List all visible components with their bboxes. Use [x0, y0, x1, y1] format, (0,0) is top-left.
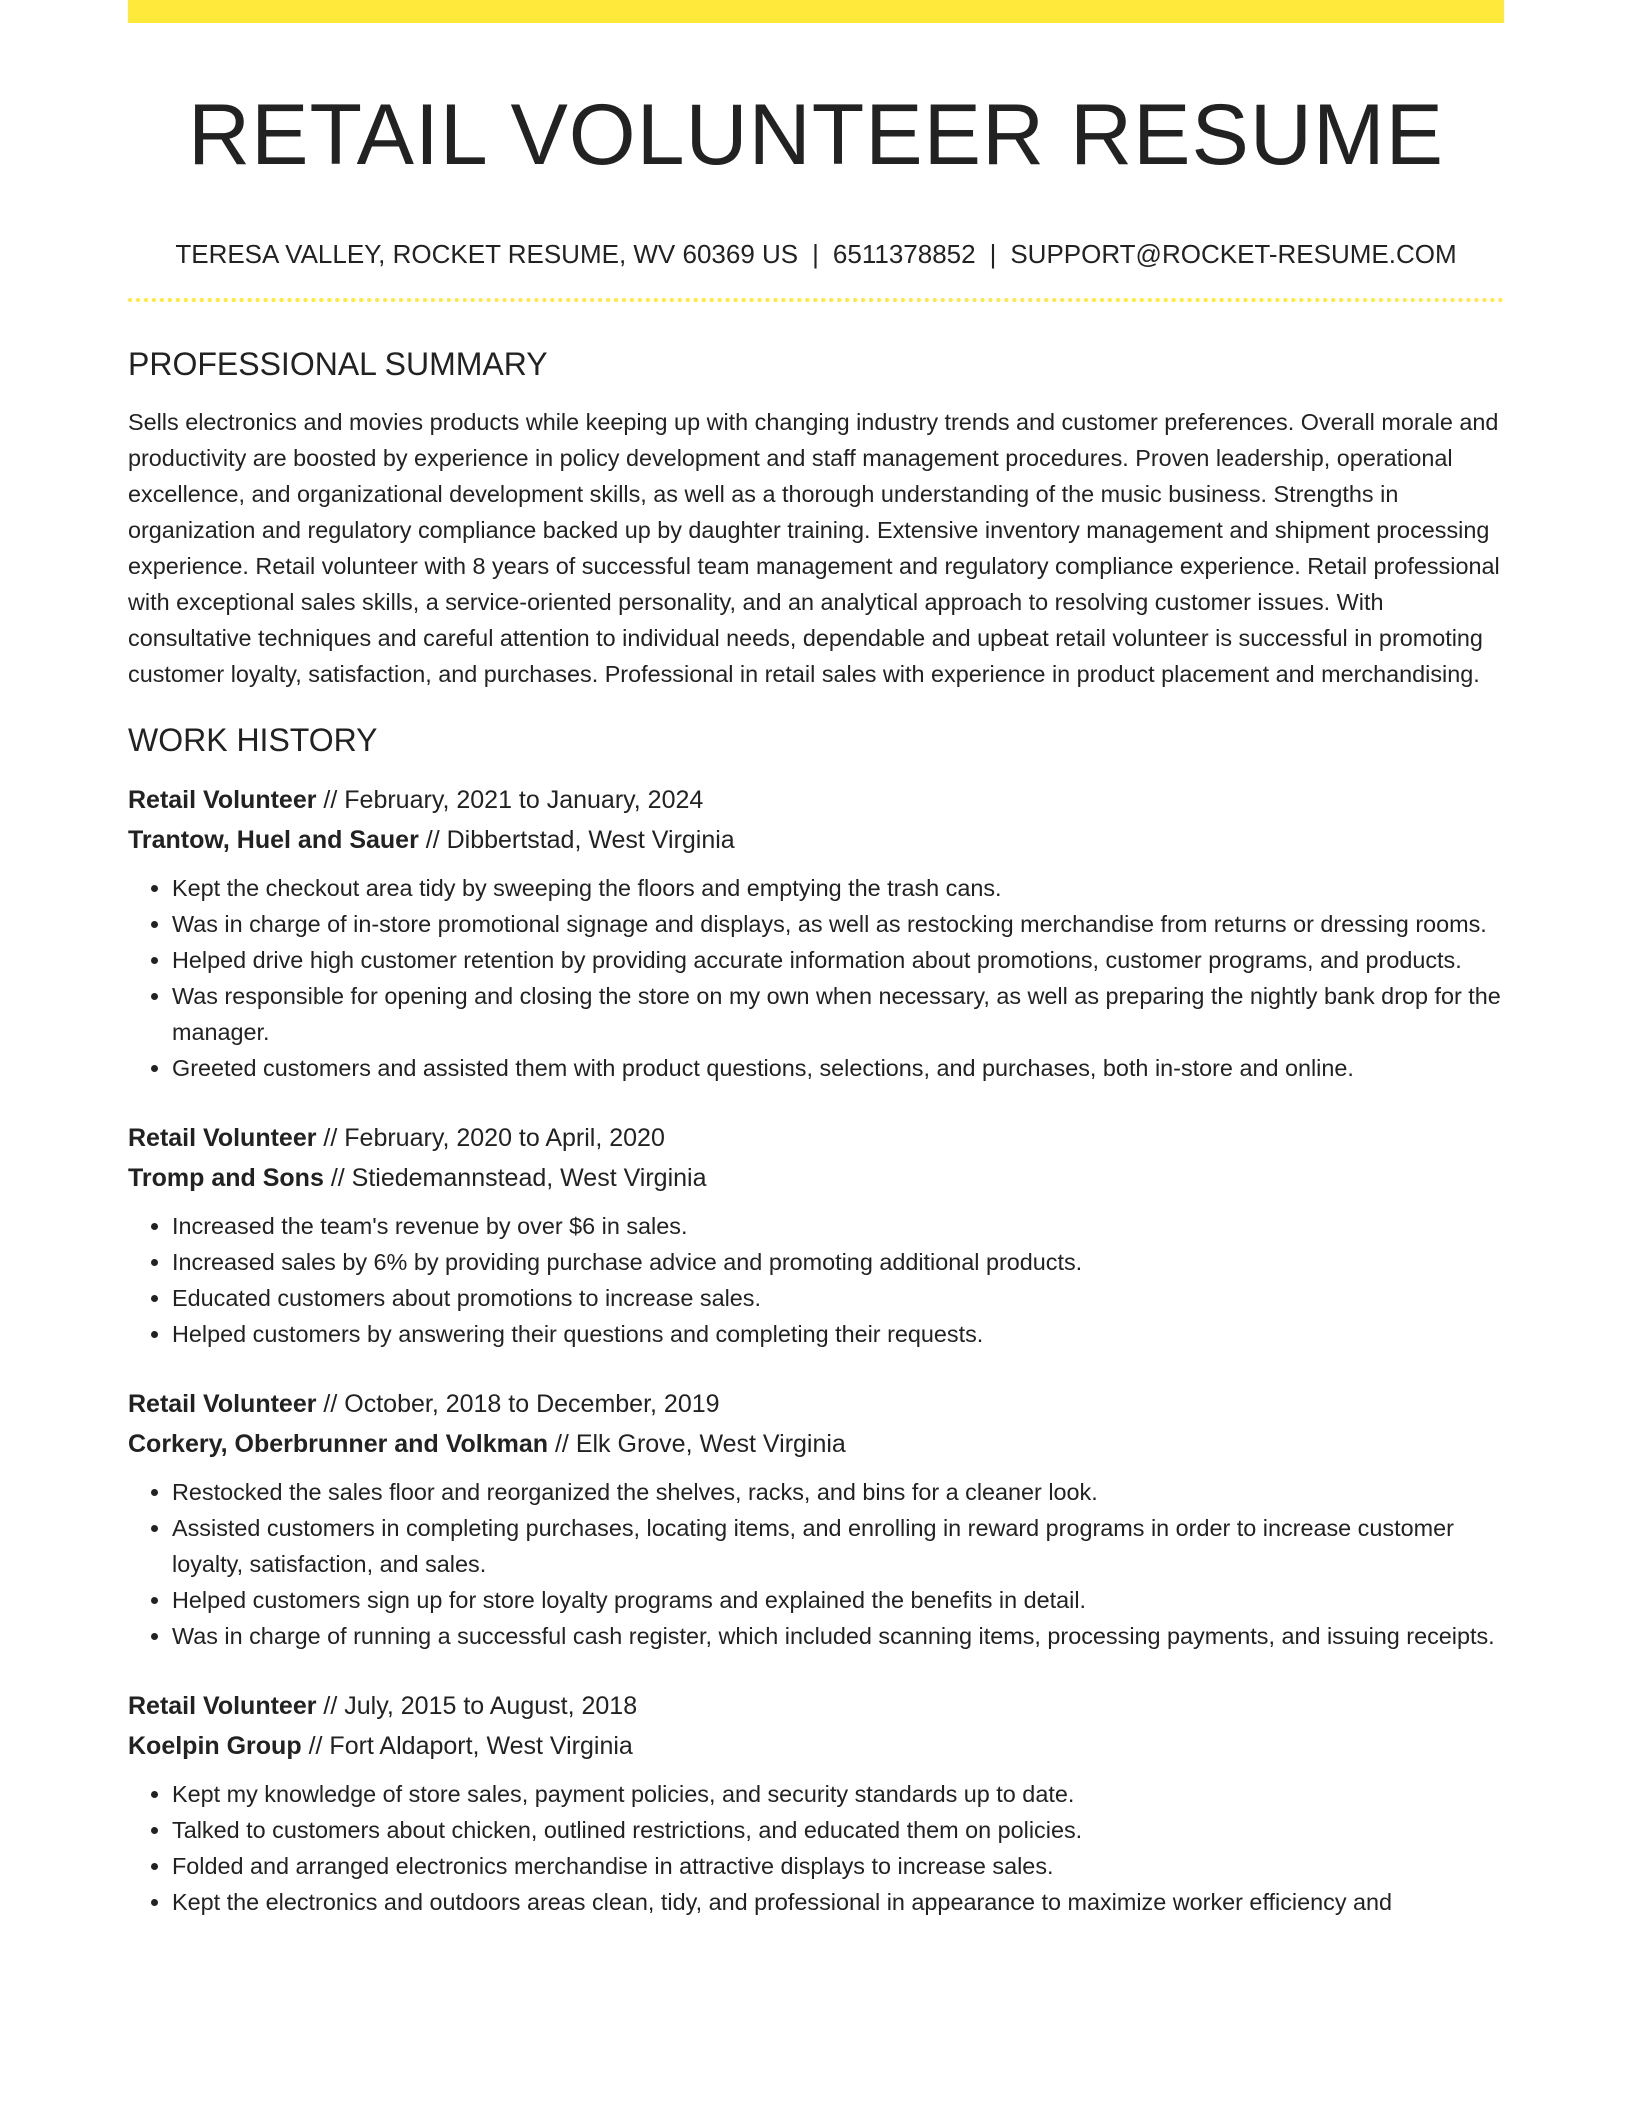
job-bullets: [128, 1208, 1504, 1352]
summary-text: Sells electronics and movies products while keeping up with changing industry trends and customer preferences. Overall morale and productivity are boosted by experience in policy development and staff management procedures. Proven leadership, operational excellence, and organizational development skills, as well as a thorough understanding of the music business. Strengths in organization and regulatory compliance backed up by daughter training. Extensive inventory management and shipment processing experience. Retail volunteer with 8 years of successful team management and regulatory compliance experience. Retail professional with exceptional sales skills, a service-oriented personality, and an analytical approach to resolving customer issues. With consultative techniques and careful attention to individual needs, dependable and upbeat retail volunteer is successful in promoting customer loyalty, satisfaction, and purchases. Professional in retail sales with experience in product placement and merchandising.: [128, 409, 1500, 687]
job-entry: [128, 1686, 1504, 1920]
job-title-line: [128, 780, 1504, 820]
job-bullet: • Educated customers about promotions to increase sales.: [172, 1280, 1504, 1316]
job-bullet: • Greeted customers and assisted them with product questions, selections, and purchases, both in-store and online.: [172, 1050, 1504, 1086]
job-title: Retail Volunteer: [128, 1390, 317, 1418]
job-bullets: [128, 870, 1504, 1086]
job-divider: //: [323, 1124, 338, 1152]
job-location: Dibbertstad, West Virginia: [446, 826, 735, 854]
job-bullet: • Restocked the sales floor and reorganized the shelves, racks, and bins for a cleaner look.: [172, 1474, 1504, 1510]
top-accent-bar: [128, 0, 1504, 23]
job-bullet: • Assisted customers in completing purchases, locating items, and enrolling in reward programs in order to increase customer loyalty, satisfaction, and sales.: [172, 1510, 1504, 1582]
job-bullet: • Was in charge of in-store promotional signage and displays, as well as restocking merchandise from returns or dressing rooms.: [172, 906, 1504, 942]
job-location: Fort Aldaport, West Virginia: [329, 1732, 633, 1760]
job-company-line: [128, 1726, 1504, 1766]
job-title-line: [128, 1686, 1504, 1726]
contact-address: TERESA VALLEY, ROCKET RESUME, WV 60369 US: [175, 239, 799, 269]
job-bullet: • Increased the team's revenue by over $6 in sales.: [172, 1208, 1504, 1244]
job-bullet: • Helped customers sign up for store loyalty programs and explained the benefits in detail.: [172, 1582, 1504, 1618]
job-bullet: • Increased sales by 6% by providing purchase advice and promoting additional products.: [172, 1244, 1504, 1280]
job-bullets: [128, 1474, 1504, 1654]
contact-phone: 6511378852: [832, 239, 976, 269]
job-divider: //: [308, 1732, 323, 1760]
job-company-line: [128, 1424, 1504, 1464]
job-title-line: [128, 1118, 1504, 1158]
work-history-heading: WORK HISTORY: [128, 722, 378, 758]
dotted-divider: [128, 298, 1504, 302]
job-company-line: [128, 820, 1504, 860]
job-bullet: • Was in charge of running a successful cash register, which included scanning items, processing payments, and issuing receipts.: [172, 1618, 1504, 1654]
job-bullet: • Was responsible for opening and closing the store on my own when necessary, as well as preparing the nightly bank drop for the manager.: [172, 978, 1504, 1050]
job-bullet: • Kept the checkout area tidy by sweeping the floors and emptying the trash cans.: [172, 870, 1504, 906]
job-location: Elk Grove, West Virginia: [575, 1430, 846, 1458]
job-bullets: [128, 1776, 1504, 1920]
job-bullet: • Helped customers by answering their questions and completing their requests.: [172, 1316, 1504, 1352]
job-location: Stiedemannstead, West Virginia: [351, 1164, 707, 1192]
job-bullet: • Kept the electronics and outdoors areas clean, tidy, and professional in appearance to maximize worker efficiency and: [172, 1884, 1504, 1920]
job-bullet: • Talked to customers about chicken, outlined restrictions, and educated them on policies.: [172, 1812, 1504, 1848]
job-title: Retail Volunteer: [128, 1692, 317, 1720]
job-divider: //: [323, 786, 338, 814]
resume-page: [128, 0, 1504, 1920]
job-company-line: [128, 1158, 1504, 1198]
job-entry: [128, 1384, 1504, 1654]
resume-title: RETAIL VOLUNTEER RESUME: [188, 87, 1444, 183]
job-entry: [128, 1118, 1504, 1352]
job-dates: October, 2018 to December, 2019: [344, 1390, 720, 1418]
job-company: Corkery, Oberbrunner and Volkman: [128, 1430, 549, 1458]
job-company: Tromp and Sons: [128, 1164, 324, 1192]
job-dates: February, 2020 to April, 2020: [344, 1124, 665, 1152]
job-bullet: • Kept my knowledge of store sales, payment policies, and security standards up to date.: [172, 1776, 1504, 1812]
job-dates: July, 2015 to August, 2018: [344, 1692, 638, 1720]
job-divider: //: [330, 1164, 345, 1192]
contact-email: SUPPORT@ROCKET-RESUME.COM: [1010, 239, 1457, 269]
summary-heading: PROFESSIONAL SUMMARY: [128, 346, 548, 382]
contact-separator: |: [989, 239, 997, 269]
job-title-line: [128, 1384, 1504, 1424]
job-company: Trantow, Huel and Sauer: [128, 826, 419, 854]
contact-separator: |: [812, 239, 819, 269]
job-divider: //: [554, 1430, 569, 1458]
job-title: Retail Volunteer: [128, 786, 317, 814]
job-divider: //: [323, 1692, 338, 1720]
job-divider: //: [323, 1390, 338, 1418]
job-title: Retail Volunteer: [128, 1124, 317, 1152]
job-bullet: • Folded and arranged electronics merchandise in attractive displays to increase sales.: [172, 1848, 1504, 1884]
job-dates: February, 2021 to January, 2024: [344, 786, 704, 814]
job-divider: //: [425, 826, 440, 854]
job-entry: [128, 780, 1504, 1086]
job-bullet: • Helped drive high customer retention by providing accurate information about promotions, customer programs, and products.: [172, 942, 1504, 978]
contact-line: [128, 237, 1504, 271]
work-history-list: [128, 780, 1504, 1920]
job-company: Koelpin Group: [128, 1732, 302, 1760]
